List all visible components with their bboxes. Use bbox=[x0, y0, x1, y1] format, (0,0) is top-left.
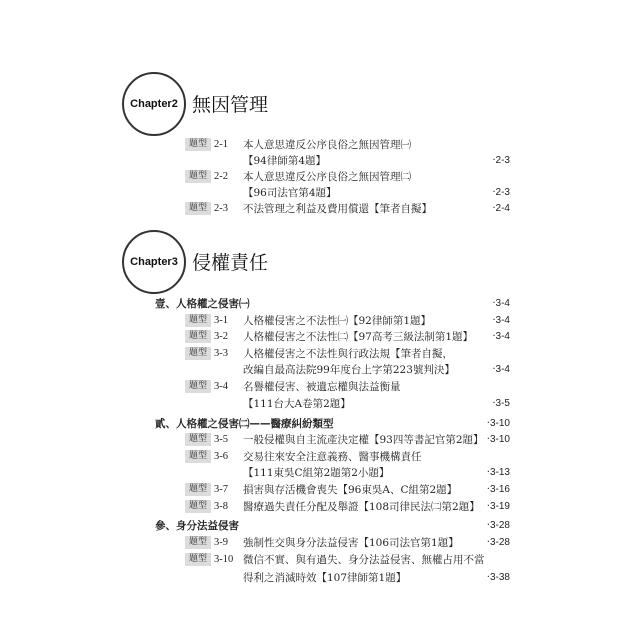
toc-item[interactable] bbox=[0, 482, 640, 498]
item-title: 強制性交與身分法益侵害【106司法官第1題】 bbox=[243, 537, 459, 549]
item-number: 3-8 bbox=[214, 501, 228, 512]
question-type-tag: 題型 bbox=[185, 433, 211, 446]
question-type-tag: 題型 bbox=[185, 483, 211, 496]
page-ref: ‧3-28 bbox=[486, 537, 510, 548]
item-number: 3-4 bbox=[214, 381, 228, 392]
page-ref: ‧3-28 bbox=[486, 520, 510, 531]
page-ref: ‧3-38 bbox=[486, 572, 510, 583]
toc-item-cont[interactable] bbox=[0, 362, 640, 378]
item-title-cont: 得利之消滅時效【107律師第1題】 bbox=[243, 572, 407, 584]
item-title: 本人意思違反公序良俗之無因管理㈡ bbox=[243, 171, 411, 183]
page-ref: ‧3-4 bbox=[492, 298, 510, 309]
toc-item[interactable] bbox=[0, 137, 640, 153]
page-ref: ‧3-5 bbox=[492, 398, 510, 409]
item-number: 2-3 bbox=[214, 203, 228, 214]
item-title: 微信不實、與有過失、身分法益侵害、無權占用不當 bbox=[243, 554, 485, 566]
chapter2-badge-label: Chapter2 bbox=[130, 98, 178, 110]
toc-item[interactable] bbox=[0, 449, 640, 465]
item-title: 醫療過失責任分配及舉證【108司律民法㈡第2題】 bbox=[243, 501, 480, 513]
item-number: 2-2 bbox=[214, 171, 228, 182]
question-type-tag: 題型 bbox=[185, 380, 211, 393]
item-number: 3-3 bbox=[214, 348, 228, 359]
chapter3-badge-label: Chapter3 bbox=[130, 256, 178, 268]
question-type-tag: 題型 bbox=[185, 202, 211, 215]
toc-item[interactable] bbox=[0, 499, 640, 515]
question-type-tag: 題型 bbox=[185, 330, 211, 343]
page-ref: ‧3-4 bbox=[492, 315, 510, 326]
toc-item[interactable] bbox=[0, 535, 640, 551]
item-number: 3-7 bbox=[214, 484, 228, 495]
question-type-tag: 題型 bbox=[185, 536, 211, 549]
question-type-tag: 題型 bbox=[185, 314, 211, 327]
section-label: 參、身分法益侵害 bbox=[155, 520, 239, 532]
item-title: 損害與存活機會喪失【96東吳A、C組第2題】 bbox=[243, 484, 458, 496]
page-ref: ‧3-13 bbox=[486, 467, 510, 478]
page-ref: ‧3-10 bbox=[486, 418, 510, 429]
toc-item[interactable] bbox=[0, 329, 640, 345]
toc-item[interactable] bbox=[0, 313, 640, 329]
question-type-tag: 題型 bbox=[185, 553, 211, 566]
item-title: 名譽權侵害、被遺忘權與法益衡量 bbox=[243, 381, 401, 393]
chapter3-badge bbox=[122, 230, 186, 294]
item-title-cont: 【111東吳C組第2題第2小題】 bbox=[243, 467, 390, 479]
chapter2-title: 無因管理 bbox=[192, 94, 269, 116]
item-title-cont: 【94律師第4題】 bbox=[243, 155, 327, 167]
toc-item-cont[interactable] bbox=[0, 153, 640, 169]
item-title: 交易往來安全注意義務、醫事機構責任 bbox=[243, 451, 422, 463]
chapter2-badge bbox=[122, 72, 186, 136]
item-number: 2-1 bbox=[214, 139, 228, 150]
toc-item[interactable] bbox=[0, 346, 640, 362]
chapter3-title: 侵權責任 bbox=[192, 252, 269, 274]
item-title: 人格權侵害之不法性與行政法規【筆者自擬， bbox=[243, 348, 453, 360]
page-ref: ‧3-10 bbox=[486, 434, 510, 445]
item-title: 人格權侵害之不法性㈠【92律師第1題】 bbox=[243, 315, 432, 327]
item-title-cont: 【96司法官第4題】 bbox=[243, 187, 337, 199]
page-ref: ‧3-4 bbox=[492, 331, 510, 342]
item-title-cont: 【111台大A卷第2題】 bbox=[243, 398, 351, 410]
page-ref: ‧2-3 bbox=[492, 155, 510, 166]
page-ref: ‧2-4 bbox=[492, 203, 510, 214]
question-type-tag: 題型 bbox=[185, 450, 211, 463]
toc-item-cont[interactable] bbox=[0, 396, 640, 412]
item-title-cont: 改編自最高法院99年度台上字第223號判決】 bbox=[243, 364, 455, 376]
item-number: 3-1 bbox=[214, 315, 228, 326]
toc-item[interactable] bbox=[0, 169, 640, 185]
toc-item-cont[interactable] bbox=[0, 570, 640, 586]
item-number: 3-9 bbox=[214, 537, 228, 548]
page-ref: ‧3-16 bbox=[486, 484, 510, 495]
toc-item[interactable] bbox=[0, 432, 640, 448]
section-label: 壹、人格權之侵害㈠ bbox=[155, 298, 250, 310]
item-number: 3-5 bbox=[214, 434, 228, 445]
section-heading[interactable] bbox=[0, 518, 640, 534]
section-heading[interactable] bbox=[0, 416, 640, 432]
page-ref: ‧2-3 bbox=[492, 187, 510, 198]
question-type-tag: 題型 bbox=[185, 138, 211, 151]
item-number: 3-2 bbox=[214, 331, 228, 342]
item-number: 3-6 bbox=[214, 451, 228, 462]
toc-item[interactable] bbox=[0, 379, 640, 395]
question-type-tag: 題型 bbox=[185, 500, 211, 513]
item-title: 本人意思違反公序良俗之無因管理㈠ bbox=[243, 139, 411, 151]
item-number: 3-10 bbox=[214, 554, 234, 565]
toc-item[interactable] bbox=[0, 201, 640, 217]
item-title: 一般侵權與自主流產決定權【93四等書記官第2題】 bbox=[243, 434, 484, 446]
page-ref: ‧3-4 bbox=[492, 364, 510, 375]
question-type-tag: 題型 bbox=[185, 170, 211, 183]
item-title: 人格權侵害之不法性㈡【97高考三級法制第1題】 bbox=[243, 331, 474, 343]
item-title: 不法管理之利益及費用償還【筆者自擬】 bbox=[243, 203, 432, 215]
section-heading[interactable] bbox=[0, 296, 640, 312]
section-label: 貳、人格權之侵害㈡——醫療糾紛類型 bbox=[155, 418, 334, 430]
question-type-tag: 題型 bbox=[185, 347, 211, 360]
toc-item-cont[interactable] bbox=[0, 465, 640, 481]
page-ref: ‧3-19 bbox=[486, 501, 510, 512]
toc-item-cont[interactable] bbox=[0, 185, 640, 201]
toc-item[interactable] bbox=[0, 552, 640, 568]
